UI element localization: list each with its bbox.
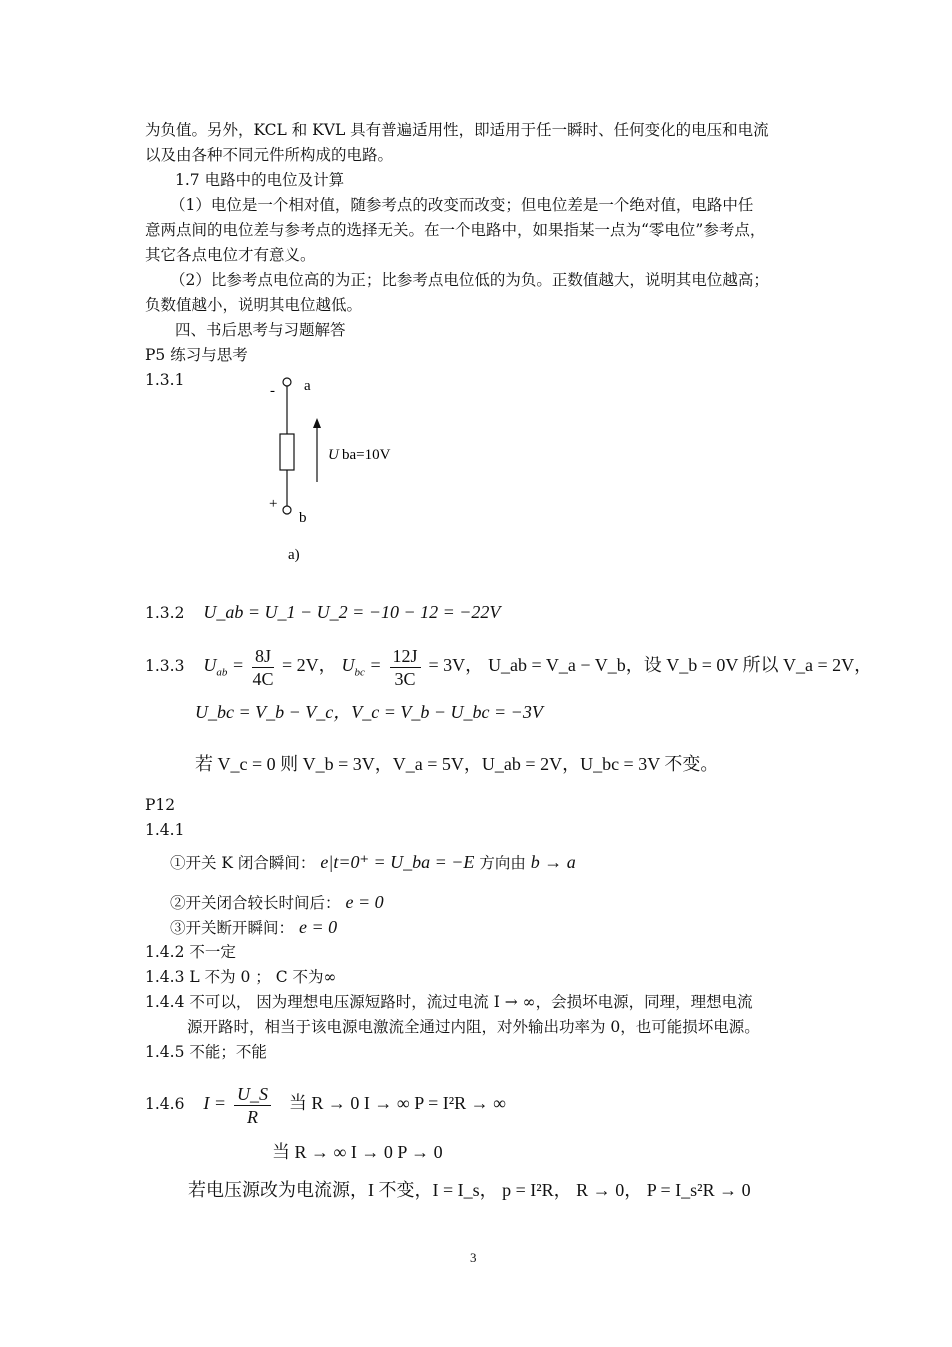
voltage-symbol: U (328, 447, 339, 463)
equation-symbol: I = (203, 1093, 227, 1113)
resistor (280, 434, 294, 470)
equation: e|t=0⁺ = U_ba = −E (320, 852, 475, 872)
question-number: 1.4.6 (145, 1095, 185, 1113)
answer-141-3 (170, 915, 337, 940)
equation: U_bc = V_b − V_c，V_c = V_b − U_bc = −3V (195, 702, 543, 722)
subsection-heading: P12 (145, 796, 176, 814)
answer-144-line: 1.4.4 不可以， 因为理想电压源短路时，流过电流 I → ∞，会损坏电源，同理，理想电流 (145, 993, 753, 1011)
answer-144-line: 源开路时，相当于该电源电激流全通过内阻，对外输出功率为 0，也可能损坏电源。 (187, 1018, 760, 1036)
plus-label: + (269, 496, 278, 512)
paragraph-line: 以及由各种不同元件所构成的电路。 (145, 146, 394, 164)
section-heading: 1.7 电路中的电位及计算 (175, 171, 345, 189)
question-number: 1.3.1 (145, 371, 185, 389)
equation: = 2V， (281, 655, 337, 675)
question-number: 1.3.3 (145, 657, 185, 675)
fraction-numerator: 8J (252, 645, 274, 668)
answer-133-line (195, 700, 543, 725)
circuit-caption: a) (288, 547, 300, 563)
subsection-heading: P5 练习与思考 (145, 346, 248, 364)
node-b-label: b (299, 510, 307, 526)
equation: e = 0 (298, 917, 338, 937)
answer-146-line (188, 1178, 751, 1203)
terminal-a (283, 378, 291, 386)
fraction-numerator: U_S (234, 1083, 271, 1106)
equation: b → a (530, 852, 576, 872)
equation: U_ab = V_a − V_b，设 V_b = 0V 所以 V_a = 2V， (488, 655, 873, 675)
equation-symbol: $U_{bc}$ = (341, 655, 382, 679)
answer-text: ②开关闭合较长时间后： (170, 894, 341, 912)
equation: 当 R → ∞ I → 0 P → 0 (272, 1142, 443, 1162)
fraction-numerator: 12J (390, 645, 421, 668)
answer-141-2 (170, 890, 384, 915)
fraction (234, 1083, 271, 1128)
equation-symbol: $U_{ab}$ = (203, 655, 245, 679)
arrow-head-icon (313, 418, 321, 428)
node-a-label: a (304, 378, 311, 394)
equation: 当 R → 0 I → ∞ P = I²R → ∞ (288, 1093, 506, 1113)
fraction-denominator: 3C (394, 668, 416, 689)
answer-133-line (195, 752, 718, 777)
voltage-value: ba=10V (342, 447, 391, 463)
question-number: 1.3.2 (145, 604, 185, 622)
question-number: 1.4.1 (145, 821, 185, 839)
fraction-denominator: 4C (252, 668, 274, 689)
answer-133-line (145, 640, 872, 698)
equation: U_ab = U_1 − U_2 = −10 − 12 = −22V (203, 602, 501, 622)
paragraph-line: （1）电位是一个相对值，随参考点的改变而改变；但电位差是一个绝对值，电路中任 (170, 196, 754, 214)
paragraph-line: 负数值越小，说明其电位越低。 (145, 296, 363, 314)
answer-text: ①开关 K 闭合瞬间： (170, 854, 316, 872)
equation: = 3V， (428, 655, 484, 675)
paragraph-line: 意两点间的电位差与参考点的选择无关。在一个电路中，如果指某一点为“零电位”参考点， (145, 221, 766, 239)
fraction-denominator: R (246, 1106, 258, 1127)
paragraph-line: 其它各点电位才有意义。 (145, 246, 316, 264)
fraction (252, 645, 274, 690)
fraction (390, 645, 421, 690)
answer-141-1 (170, 850, 576, 875)
equation: e = 0 (345, 892, 384, 912)
answer-text: ③开关断开瞬间： (170, 919, 295, 937)
answer-143: 1.4.3 L 不为 0 ； C 不为∞ (145, 968, 337, 986)
terminal-b (283, 506, 291, 514)
paragraph-line: （2）比参考点电位高的为正；比参考点电位低的为负。正数值越大，说明其电位越高； (170, 271, 769, 289)
answer-146-line (272, 1140, 443, 1165)
answer-145: 1.4.5 不能；不能 (145, 1043, 267, 1061)
answer-142: 1.4.2 不一定 (145, 943, 236, 961)
equation: 若电压源改为电流源，I 不变，I = I_s， p = I²R， R → 0， P = I_s²R → 0 (188, 1180, 751, 1200)
equation: 若 V_c = 0 则 V_b = 3V，V_a = 5V，U_ab = 2V，U_bc = 3V 不变。 (195, 754, 719, 774)
paragraph-line: 为负值。另外，KCL 和 KVL 具有普遍适用性，即适用于任一瞬时、任何变化的电压和电流 (145, 121, 769, 139)
minus-label: - (270, 383, 275, 399)
circuit-diagram (255, 372, 435, 567)
section-heading: 四、书后思考与习题解答 (175, 321, 346, 339)
answer-146-line (145, 1078, 506, 1129)
page-number: 3 (470, 1250, 477, 1265)
answer-text: 方向由 (479, 854, 526, 872)
answer-132 (145, 600, 500, 625)
